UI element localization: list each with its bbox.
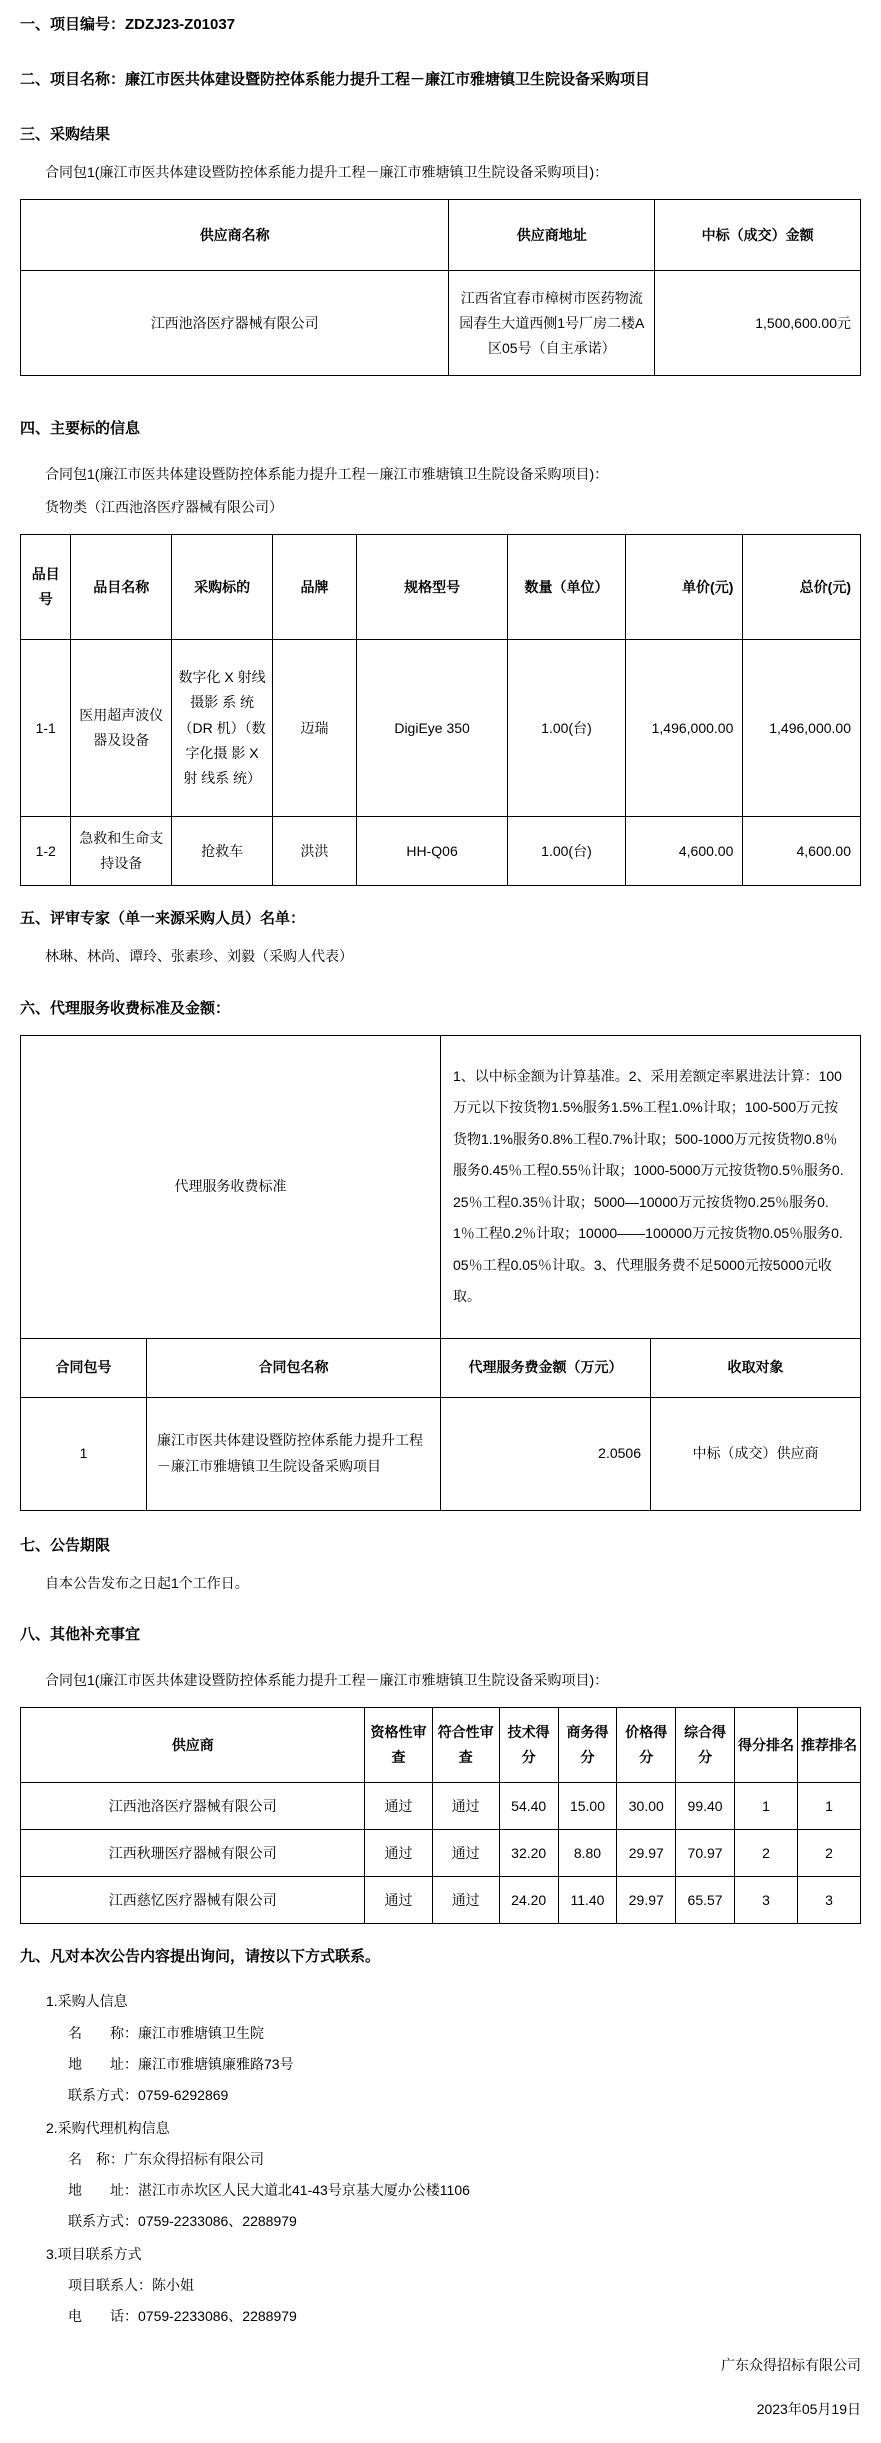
col-total-price: 总价(元) — [743, 535, 861, 640]
cell-procurement-target: 数字化 X 射线 摄影 系 统（DR 机）（数 字化摄 影 X 射 线系 统） — [172, 640, 273, 817]
cell-price-score: 29.97 — [617, 1877, 676, 1924]
col-business-score: 商务得分 — [558, 1708, 617, 1783]
section-other-matters-title: 八、其他补充事宜 — [20, 1625, 141, 1643]
cell-qualification-review: 通过 — [365, 1783, 432, 1830]
cell-unit-price: 1,496,000.00 — [625, 640, 743, 817]
agency-name: 名 称：广东众得招标有限公司 — [68, 2150, 264, 2167]
cell-business-score: 11.40 — [558, 1877, 617, 1924]
cell-qualification-review: 通过 — [365, 1830, 432, 1877]
table-header-row — [21, 1708, 861, 1783]
cell-technical-score: 54.40 — [499, 1783, 558, 1830]
cell-supplier: 江西慈忆医疗器械有限公司 — [21, 1877, 365, 1924]
cell-quantity: 1.00(台) — [508, 640, 626, 817]
cell-brand: 迈瑞 — [272, 640, 356, 817]
col-award-amount: 中标（成交）金额 — [655, 200, 861, 271]
buyer-info-heading: 1.采购人信息 — [46, 1993, 128, 2010]
cell-fee-standard-text: 1、以中标金额为计算基准。2、采用差额定率累进法计算：100万元以下按货物1.5%服务1.5%工程1.0%计取；100-500万元按货物1.1%服务0.8%工程0.7%计取；500-1000万元按货物0.8％服务0.45％工程0.55％计取；1000-5000万元按货物0.5％服务0.25％工程0.35％计取；5000—10000万元按货物0.25％服务0.1％工程0.2％计取；10000——100000万元按货物0.05％服务0.05％工程0.05％计取。3、代理服务费不足5000元按5000元收取。 — [441, 1035, 861, 1338]
buyer-address: 地 址：廉江市雅塘镇廉雅路73号 — [68, 2055, 294, 2072]
project-contact-heading: 3.项目联系方式 — [46, 2245, 142, 2262]
section-project-name-title: 二、项目名称：廉江市医共体建设暨防控体系能力提升工程－廉江市雅塘镇卫生院设备采购项目 — [20, 71, 651, 88]
col-unit-price: 单价(元) — [625, 535, 743, 640]
cell-item-no: 1-1 — [21, 640, 71, 817]
col-package-no: 合同包号 — [21, 1338, 147, 1397]
col-qualification-review: 资格性审查 — [365, 1708, 432, 1783]
col-supplier: 供应商 — [21, 1708, 365, 1783]
table-row — [21, 1877, 861, 1924]
cell-supplier: 江西秋珊医疗器械有限公司 — [21, 1830, 365, 1877]
main-items-table — [20, 534, 861, 886]
cell-recommend-rank: 3 — [797, 1877, 860, 1924]
cell-price-score: 30.00 — [617, 1783, 676, 1830]
fee-standard-row — [21, 1035, 861, 1338]
agency-fee-table — [20, 1035, 861, 1511]
cell-unit-price: 4,600.00 — [625, 817, 743, 886]
procurement-result-package-line: 合同包1(廉江市医共体建设暨防控体系能力提升工程－廉江市雅塘镇卫生院设备采购项目)： — [45, 164, 609, 180]
cell-price-score: 29.97 — [617, 1830, 676, 1877]
cell-award-amount: 1,500,600.00元 — [655, 271, 861, 376]
col-quantity: 数量（单位） — [508, 535, 626, 640]
table-header-row — [21, 1338, 861, 1397]
cell-fee-standard-label: 代理服务收费标准 — [21, 1035, 441, 1338]
cell-business-score: 8.80 — [558, 1830, 617, 1877]
col-technical-score: 技术得分 — [499, 1708, 558, 1783]
section-announcement-period-title: 七、公告期限 — [20, 1536, 111, 1554]
agency-address: 地 址：湛江市赤坎区人民大道北41-43号京基大厦办公楼1106 — [68, 2182, 470, 2199]
section-main-items-title: 四、主要标的信息 — [20, 420, 141, 438]
col-score-rank: 得分排名 — [734, 1708, 797, 1783]
col-supplier-address: 供应商地址 — [449, 200, 655, 271]
cell-fee-amount: 2.0506 — [441, 1397, 651, 1510]
cell-total-price: 4,600.00 — [743, 817, 861, 886]
cell-supplier-name: 江西池洛医疗器械有限公司 — [21, 271, 449, 376]
cell-recommend-rank: 2 — [797, 1830, 860, 1877]
cell-item-name: 医用超声波仪器及设备 — [71, 640, 172, 817]
cell-recommend-rank: 1 — [797, 1783, 860, 1830]
other-matters-package-line: 合同包1(廉江市医共体建设暨防控体系能力提升工程－廉江市雅塘镇卫生院设备采购项目)： — [45, 1671, 609, 1688]
col-conformity-review: 符合性审查 — [432, 1708, 499, 1783]
table-row — [21, 1830, 861, 1877]
col-item-no: 品目号 — [21, 535, 71, 640]
buyer-name: 名 称：廉江市雅塘镇卫生院 — [68, 2024, 264, 2041]
cell-model: DigiEye 350 — [356, 640, 507, 817]
table-row — [21, 817, 861, 886]
col-fee-payer: 收取对象 — [651, 1338, 861, 1397]
agency-info-heading: 2.采购代理机构信息 — [46, 2119, 170, 2136]
cell-comprehensive-score: 99.40 — [676, 1783, 735, 1830]
section-agency-fee-title: 六、代理服务收费标准及金额： — [20, 999, 231, 1017]
cell-score-rank: 1 — [734, 1783, 797, 1830]
col-model: 规格型号 — [356, 535, 507, 640]
col-supplier-name: 供应商名称 — [21, 200, 449, 271]
cell-item-name: 急救和生命支持设备 — [71, 817, 172, 886]
col-comprehensive-score: 综合得分 — [676, 1708, 735, 1783]
section-procurement-result-title: 三、采购结果 — [20, 126, 111, 143]
table-row — [21, 640, 861, 817]
experts-names: 林琳、林尚、谭玲、张素珍、刘毅（采购人代表） — [45, 948, 353, 965]
col-price-score: 价格得分 — [617, 1708, 676, 1783]
cell-score-rank: 2 — [734, 1830, 797, 1877]
project-contact-person: 项目联系人：陈小姐 — [68, 2277, 194, 2294]
cell-total-price: 1,496,000.00 — [743, 640, 861, 817]
cell-package-no: 1 — [21, 1397, 147, 1510]
cell-package-name: 廉江市医共体建设暨防控体系能力提升工程－廉江市雅塘镇卫生院设备采购项目 — [147, 1397, 441, 1510]
main-items-package-line: 合同包1(廉江市医共体建设暨防控体系能力提升工程－廉江市雅塘镇卫生院设备采购项目)： — [45, 466, 609, 483]
cell-comprehensive-score: 70.97 — [676, 1830, 735, 1877]
table-row — [21, 1397, 861, 1510]
cell-score-rank: 3 — [734, 1877, 797, 1924]
cell-qualification-review: 通过 — [365, 1877, 432, 1924]
table-row — [21, 271, 861, 376]
procurement-result-table — [20, 199, 861, 376]
cell-procurement-target: 抢救车 — [172, 817, 273, 886]
table-row — [21, 1783, 861, 1830]
cell-conformity-review: 通过 — [432, 1877, 499, 1924]
table-header-row — [21, 535, 861, 640]
cell-conformity-review: 通过 — [432, 1830, 499, 1877]
cell-conformity-review: 通过 — [432, 1783, 499, 1830]
cell-item-no: 1-2 — [21, 817, 71, 886]
buyer-contact: 联系方式：0759-6292869 — [68, 2087, 229, 2104]
cell-supplier: 江西池洛医疗器械有限公司 — [21, 1783, 365, 1830]
cell-business-score: 15.00 — [558, 1783, 617, 1830]
cell-model: HH-Q06 — [356, 817, 507, 886]
main-items-category-line: 货物类（江西池洛医疗器械有限公司） — [45, 498, 283, 515]
footer-agency-name: 广东众得招标有限公司 — [721, 2356, 861, 2373]
col-item-name: 品目名称 — [71, 535, 172, 640]
col-procurement-target: 采购标的 — [172, 535, 273, 640]
section-project-number-title: 一、项目编号：ZDZJ23-Z01037 — [20, 16, 236, 33]
col-fee-amount: 代理服务费金额（万元） — [441, 1338, 651, 1397]
agency-contact: 联系方式：0759-2233086、2288979 — [68, 2213, 297, 2230]
project-contact-phone: 电 话：0759-2233086、2288979 — [68, 2308, 297, 2325]
supplier-score-table — [20, 1707, 861, 1924]
footer-date: 2023年05月19日 — [756, 2400, 861, 2417]
section-contact-title: 九、凡对本次公告内容提出询问，请按以下方式联系。 — [20, 1948, 381, 1966]
cell-technical-score: 24.20 — [499, 1877, 558, 1924]
table-header-row — [21, 200, 861, 271]
section-experts-title: 五、评审专家（单一来源采购人员）名单： — [20, 910, 306, 928]
cell-supplier-address: 江西省宜春市樟树市医药物流园春生大道西侧1号厂房二楼A区05号（自主承诺） — [449, 271, 655, 376]
cell-comprehensive-score: 65.57 — [676, 1877, 735, 1924]
col-recommend-rank: 推荐排名 — [797, 1708, 860, 1783]
cell-technical-score: 32.20 — [499, 1830, 558, 1877]
col-package-name: 合同包名称 — [147, 1338, 441, 1397]
cell-quantity: 1.00(台) — [508, 817, 626, 886]
cell-fee-payer: 中标（成交）供应商 — [651, 1397, 861, 1510]
col-brand: 品牌 — [272, 535, 356, 640]
cell-brand: 洪洪 — [272, 817, 356, 886]
announcement-period-text: 自本公告发布之日起1个工作日。 — [45, 1574, 249, 1591]
